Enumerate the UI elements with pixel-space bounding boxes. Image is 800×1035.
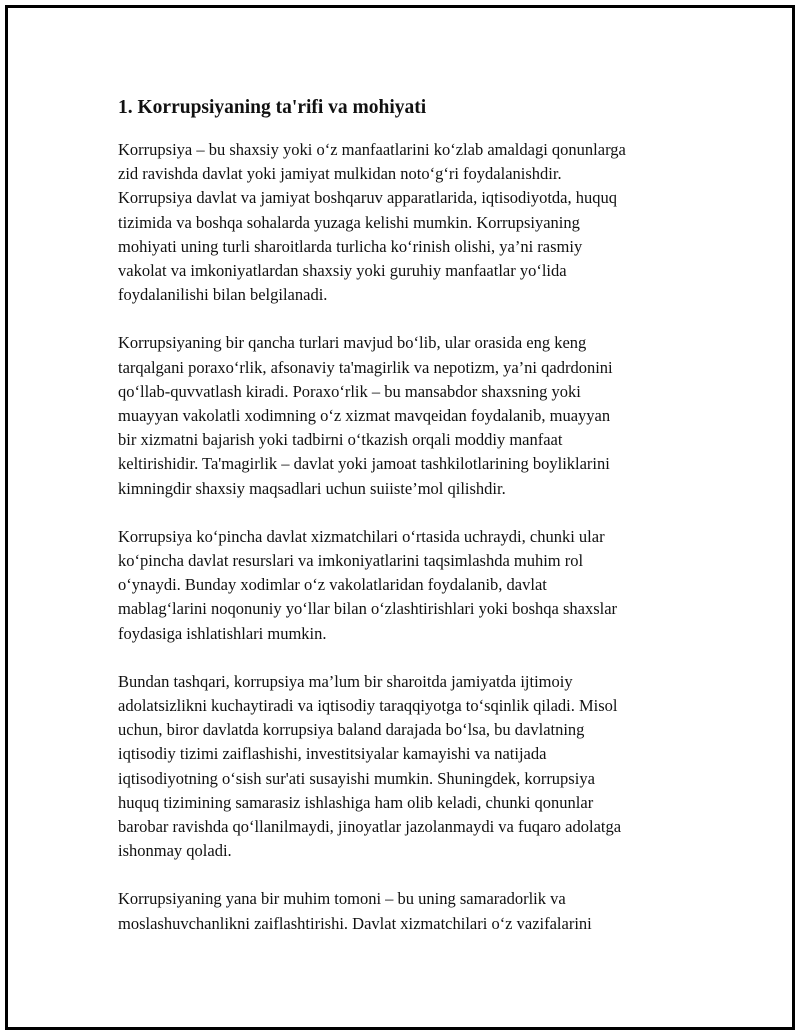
paragraph-line: uchun, biror davlatda korrupsiya baland darajada bo‘lsa, bu davlatning <box>118 720 585 740</box>
paragraph-line: vakolat va imkoniyatlardan shaxsiy yoki guruhiy manfaatlar yo‘lida <box>118 261 567 281</box>
document-page <box>5 5 795 1030</box>
paragraph-line: mohiyati uning turli sharoitlarda turlicha ko‘rinish olishi, ya’ni rasmiy <box>118 236 583 256</box>
paragraph-line: ko‘pincha davlat resurslari va imkoniyatlarini taqsimlashda muhim rol <box>118 551 584 571</box>
paragraph <box>118 670 690 864</box>
paragraph-line: kimningdir shaxsiy maqsadlari uchun suiiste’mol qilishdir. <box>118 478 506 498</box>
paragraph-line: zid ravishda davlat yoki jamiyat mulkidan noto‘g‘ri foydalanishdir. <box>118 164 562 184</box>
paragraph-line: Korrupsiya davlat va jamiyat boshqaruv apparatlarida, iqtisodiyotda, huquq <box>118 188 617 208</box>
paragraph-line: Korrupsiya ko‘pincha davlat xizmatchilari o‘rtasida uchraydi, chunki ular <box>118 526 605 546</box>
paragraph-list <box>118 138 690 936</box>
paragraph-line: foydalanilishi bilan belgilanadi. <box>118 285 328 305</box>
paragraph-line: bir xizmatni bajarish yoki tadbirni o‘tkazish orqali moddiy manfaat <box>118 430 563 450</box>
paragraph-line: adolatsizlikni kuchaytiradi va iqtisodiy taraqqiyotga to‘sqinlik qiladi. Misol <box>118 696 618 716</box>
paragraph-line: huquq tizimining samarasiz ishlashiga ham olib keladi, chunki qonunlar <box>118 792 594 812</box>
paragraph <box>118 887 690 935</box>
paragraph-line: foydasiga ishlatishlari mumkin. <box>118 623 327 643</box>
paragraph-line: iqtisodiy tizimi zaiflashishi, investitsiyalar kamayishi va natijada <box>118 744 547 764</box>
paragraph-line: ishonmay qoladi. <box>118 841 232 861</box>
paragraph <box>118 331 690 500</box>
document-body <box>118 94 690 960</box>
paragraph <box>118 138 690 307</box>
paragraph-line: muayyan vakolatli xodimning o‘z xizmat mavqeidan foydalanib, muayyan <box>118 406 611 426</box>
paragraph <box>118 525 690 646</box>
paragraph-line: barobar ravishda qo‘llanilmaydi, jinoyatlar jazolanmaydi va fuqaro adolatga <box>118 817 622 837</box>
paragraph-line: o‘ynaydi. Bunday xodimlar o‘z vakolatlaridan foydalanib, davlat <box>118 575 547 595</box>
paragraph-line: mablag‘larini noqonuniy yo‘llar bilan o‘zlashtirishlari yoki boshqa shaxslar <box>118 599 618 619</box>
paragraph-line: iqtisodiyotning o‘sish sur'ati susayishi mumkin. Shuningdek, korrupsiya <box>118 768 595 788</box>
section-heading: 1. Korrupsiyaning ta'rifi va mohiyati <box>118 97 427 118</box>
paragraph-line: keltirishidir. Ta'magirlik – davlat yoki jamoat tashkilotlarining boyliklarini <box>118 454 610 474</box>
paragraph-line: Korrupsiyaning bir qancha turlari mavjud bo‘lib, ular orasida eng keng <box>118 333 587 353</box>
paragraph-line: Korrupsiya – bu shaxsiy yoki o‘z manfaatlarini ko‘zlab amaldagi qonunlarga <box>118 140 626 159</box>
paragraph-line: tarqalgani poraxo‘rlik, afsonaviy ta'magirlik va nepotizm, ya’ni qadrdonini <box>118 357 613 377</box>
paragraph-line: Bundan tashqari, korrupsiya ma’lum bir sharoitda jamiyatda ijtimoiy <box>118 671 573 691</box>
paragraph-line: qo‘llab-quvvatlash kiradi. Poraxo‘rlik – bu mansabdor shaxsning yoki <box>118 381 581 401</box>
paragraph-line: Korrupsiyaning yana bir muhim tomoni – bu uning samaradorlik va <box>118 889 566 909</box>
paragraph-line: moslashuvchanlikni zaiflashtirishi. Davlat xizmatchilari o‘z vazifalarini <box>118 913 592 933</box>
paragraph-line: tizimida va boshqa sohalarda yuzaga kelishi mumkin. Korrupsiyaning <box>118 212 580 232</box>
